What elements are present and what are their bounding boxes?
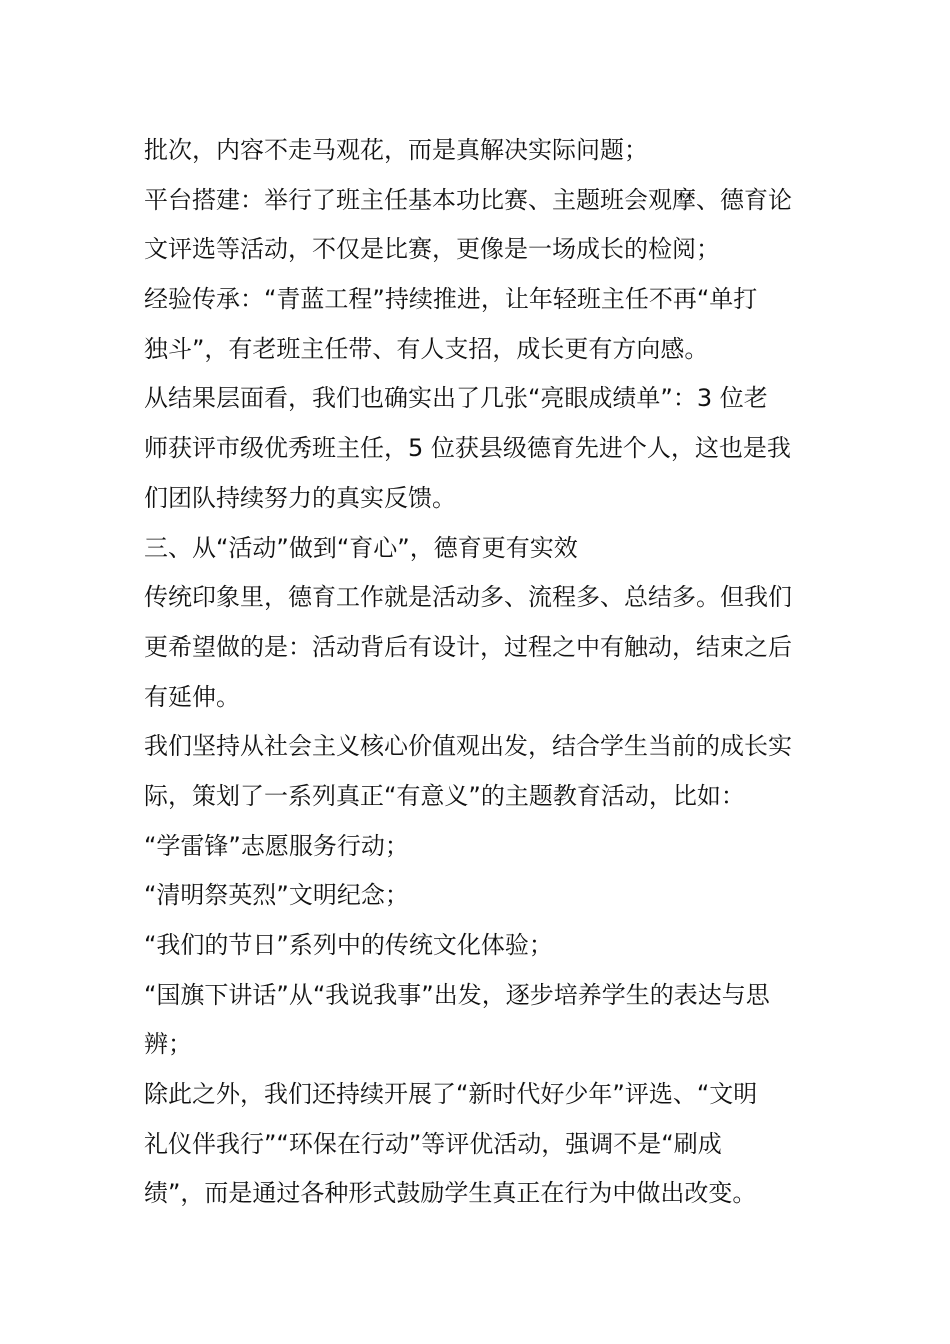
text-line: 批次，内容不走马观花，而是真解决实际问题； <box>144 136 648 164</box>
list-item: 辨； <box>144 1030 192 1059</box>
text-line: 更希望做的是：活动背后有设计，过程之中有触动，结束之后 <box>144 632 792 661</box>
list-item: “国旗下讲话”从“我说我事”出发，逐步培养学生的表达与思 <box>144 980 770 1009</box>
text-line: 我们坚持从社会主义核心价值观出发，结合学生当前的成长实 <box>144 732 792 761</box>
section-heading: 三、从“活动”做到“育心”，德育更有实效 <box>144 533 578 562</box>
text-line: 独斗”，有老班主任带、有人支招，成长更有方向感。 <box>144 334 709 363</box>
text-line: 文评选等活动，不仅是比赛，更像是一场成长的检阅； <box>144 235 720 264</box>
body-text <box>144 126 814 1219</box>
list-item: “我们的节日”系列中的传统文化体验； <box>144 931 553 959</box>
text-line: 平台搭建：举行了班主任基本功比赛、主题班会观摩、德育论 <box>144 185 792 214</box>
list-item: “学雷锋”志愿服务行动； <box>144 831 409 860</box>
text-line: 经验传承：“青蓝工程”持续推进，让年轻班主任不再“单打 <box>144 285 758 314</box>
text-line: 绩”，而是通过各种形式鼓励学生真正在行为中做出改变。 <box>144 1179 757 1208</box>
text-line: 从结果层面看，我们也确实出了几张“亮眼成绩单”：3 位老 <box>144 384 768 413</box>
text-line: 传统印象里，德育工作就是活动多、流程多、总结多。但我们 <box>144 583 792 612</box>
text-line: 礼仪伴我行”“环保在行动”等评优活动，强调不是“刷成 <box>144 1129 722 1158</box>
text-line: 除此之外，我们还持续开展了“新时代好少年”评选、“文明 <box>144 1080 758 1109</box>
text-line: 有延伸。 <box>144 682 240 711</box>
list-item: “清明祭英烈”文明纪念； <box>144 881 409 910</box>
text-line: 们团队持续努力的真实反馈。 <box>144 483 456 512</box>
text-line: 师获评市级优秀班主任，5 位获县级德育先进个人，这也是我 <box>144 434 791 463</box>
text-line: 际，策划了一系列真正“有意义”的主题教育活动，比如： <box>144 781 745 810</box>
